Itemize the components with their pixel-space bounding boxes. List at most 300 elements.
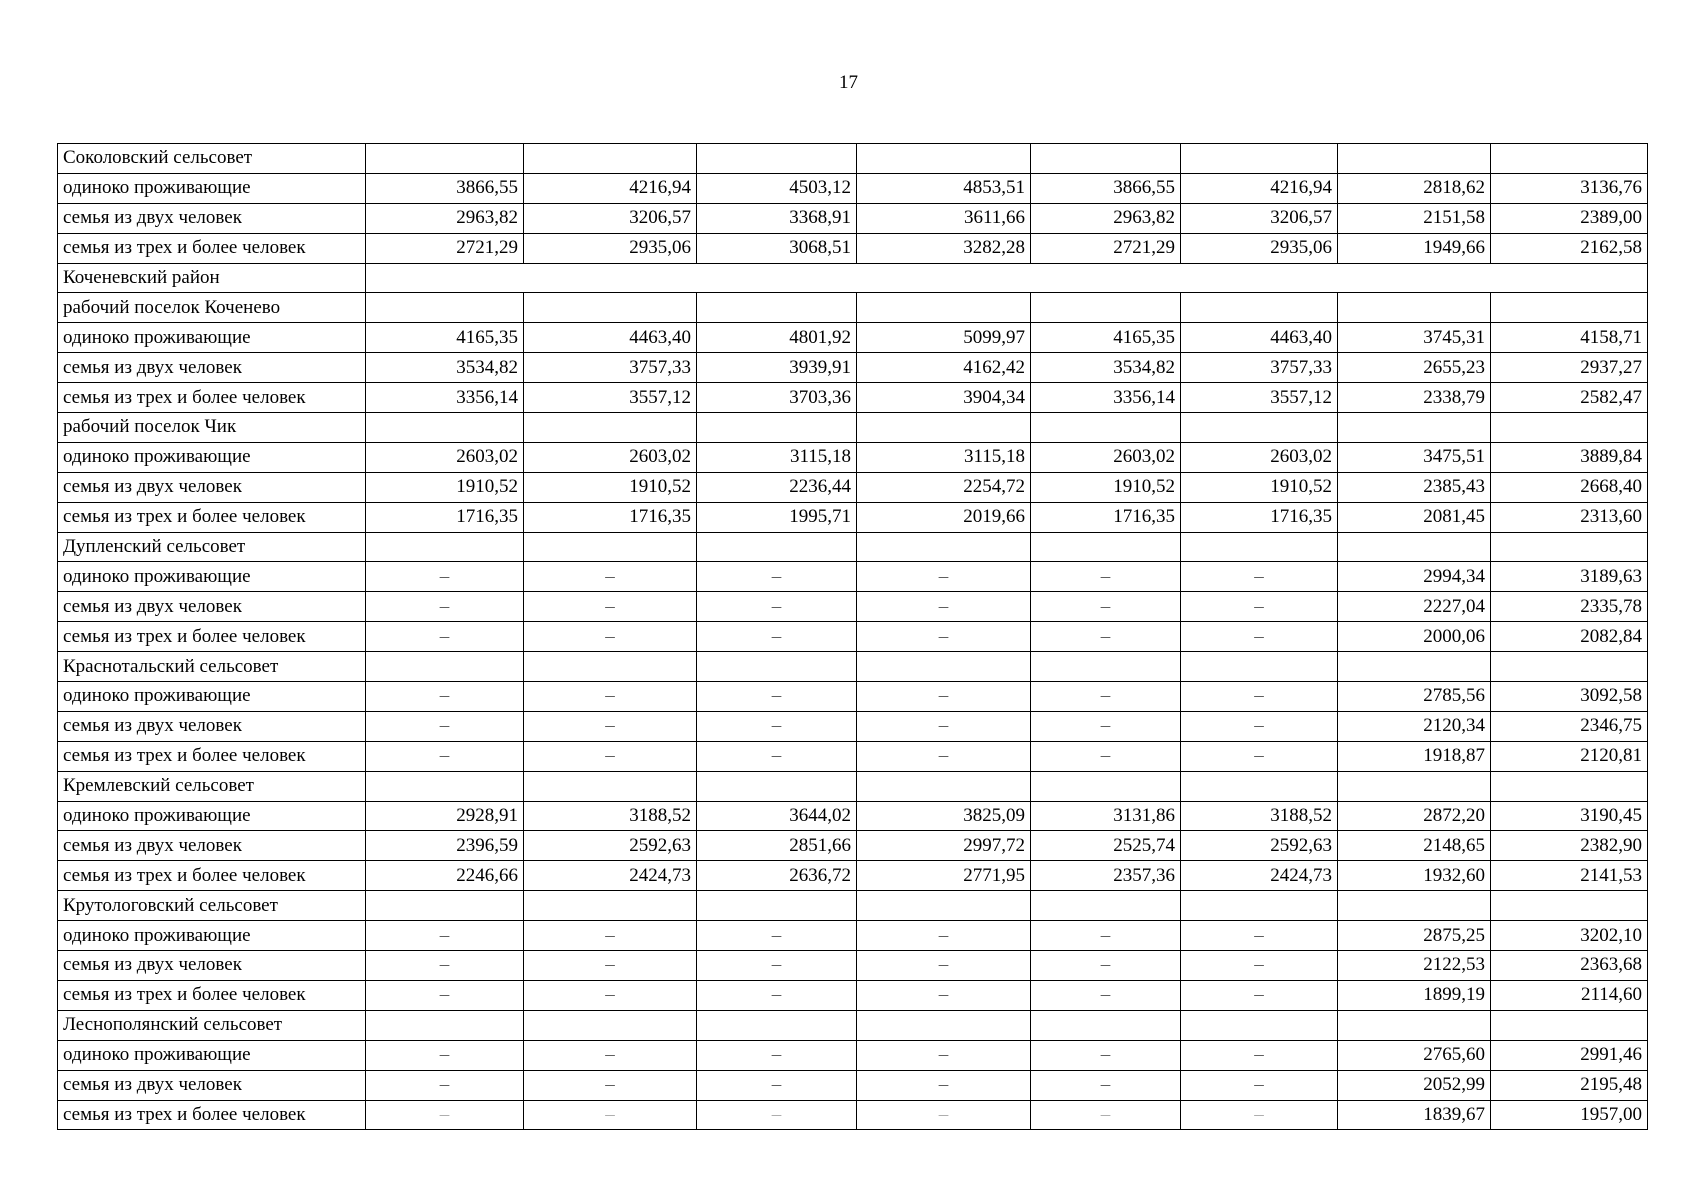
value-cell: 3866,55 — [1031, 173, 1181, 203]
empty-value-dash: – — [1031, 951, 1181, 981]
section-title: рабочий поселок Чик — [58, 413, 366, 443]
value-cell: 2396,59 — [366, 831, 524, 861]
table-row — [58, 442, 1648, 472]
table-row — [58, 711, 1648, 741]
value-cell: 2081,45 — [1338, 502, 1491, 532]
value-cell: 2120,34 — [1338, 711, 1491, 741]
empty-value-dash: – — [857, 921, 1031, 951]
empty-value-dash: – — [1031, 921, 1181, 951]
value-cell: 3557,12 — [524, 383, 697, 413]
empty-value-dash: – — [524, 980, 697, 1010]
table-row — [58, 921, 1648, 951]
empty-value-dash: – — [1031, 1100, 1181, 1130]
empty-value-dash: – — [1181, 741, 1338, 771]
empty-value-dash: – — [1031, 592, 1181, 622]
value-cell: 3282,28 — [857, 233, 1031, 263]
empty-value-dash: – — [366, 562, 524, 592]
empty-cell — [697, 532, 857, 562]
empty-value-dash: – — [697, 921, 857, 951]
row-label: семья из трех и более человек — [58, 741, 366, 771]
value-cell: 1995,71 — [697, 502, 857, 532]
empty-cell — [1031, 413, 1181, 443]
value-cell: 3189,63 — [1491, 562, 1648, 592]
empty-cell — [1338, 532, 1491, 562]
section-header-row — [58, 1010, 1648, 1040]
section-header-row — [58, 413, 1648, 443]
empty-value-dash: – — [857, 741, 1031, 771]
value-cell: 2818,62 — [1338, 173, 1491, 203]
empty-cell — [1181, 144, 1338, 174]
empty-value-dash: – — [366, 1100, 524, 1130]
section-title: рабочий поселок Коченево — [58, 293, 366, 323]
empty-cell — [1338, 652, 1491, 682]
empty-cell — [524, 293, 697, 323]
empty-value-dash: – — [857, 592, 1031, 622]
empty-cell — [857, 891, 1031, 921]
value-cell: 1716,35 — [524, 502, 697, 532]
empty-cell — [697, 652, 857, 682]
empty-cell — [1181, 891, 1338, 921]
empty-value-dash: – — [366, 741, 524, 771]
section-title: Дупленский сельсовет — [58, 532, 366, 562]
value-cell: 2636,72 — [697, 861, 857, 891]
empty-cell — [1491, 1010, 1648, 1040]
value-cell: 5099,97 — [857, 323, 1031, 353]
page-number: 17 — [839, 72, 858, 93]
table-row — [58, 383, 1648, 413]
value-cell: 2935,06 — [1181, 233, 1338, 263]
empty-cell — [1491, 413, 1648, 443]
empty-cell — [1031, 293, 1181, 323]
row-label: семья из двух человек — [58, 1070, 366, 1100]
table-row — [58, 353, 1648, 383]
empty-value-dash: – — [366, 980, 524, 1010]
value-cell: 2389,00 — [1491, 203, 1648, 233]
row-label: одиноко проживающие — [58, 921, 366, 951]
row-label: семья из двух человек — [58, 353, 366, 383]
table-row — [58, 1040, 1648, 1070]
value-cell: 3889,84 — [1491, 442, 1648, 472]
value-cell: 4165,35 — [1031, 323, 1181, 353]
empty-value-dash: – — [524, 921, 697, 951]
empty-cell — [366, 413, 524, 443]
empty-cell — [857, 652, 1031, 682]
value-cell: 4503,12 — [697, 173, 857, 203]
empty-cell — [1031, 771, 1181, 801]
empty-value-dash: – — [1031, 682, 1181, 712]
value-cell: 2721,29 — [1031, 233, 1181, 263]
table-row — [58, 1100, 1648, 1130]
value-cell: 3866,55 — [366, 173, 524, 203]
value-cell: 2935,06 — [524, 233, 697, 263]
value-cell: 1716,35 — [1031, 502, 1181, 532]
value-cell: 2424,73 — [524, 861, 697, 891]
data-table — [57, 143, 1648, 1130]
section-header-row — [58, 144, 1648, 174]
value-cell: 1957,00 — [1491, 1100, 1648, 1130]
empty-value-dash: – — [1181, 562, 1338, 592]
empty-cell — [857, 293, 1031, 323]
value-cell: 1716,35 — [366, 502, 524, 532]
value-cell: 2363,68 — [1491, 951, 1648, 981]
section-header-row — [58, 652, 1648, 682]
value-cell: 3745,31 — [1338, 323, 1491, 353]
section-header-row — [58, 293, 1648, 323]
value-cell: 3534,82 — [1031, 353, 1181, 383]
empty-value-dash: – — [366, 682, 524, 712]
empty-value-dash: – — [1031, 1040, 1181, 1070]
value-cell: 3644,02 — [697, 801, 857, 831]
empty-cell — [366, 652, 524, 682]
row-label: семья из двух человек — [58, 831, 366, 861]
value-cell: 3188,52 — [1181, 801, 1338, 831]
row-label: семья из трех и более человек — [58, 1100, 366, 1130]
value-cell: 4463,40 — [524, 323, 697, 353]
empty-value-dash: – — [857, 711, 1031, 741]
value-cell: 3368,91 — [697, 203, 857, 233]
value-cell: 2227,04 — [1338, 592, 1491, 622]
empty-cell — [697, 771, 857, 801]
value-cell: 1899,19 — [1338, 980, 1491, 1010]
empty-value-dash: – — [697, 682, 857, 712]
row-label: семья из трех и более человек — [58, 980, 366, 1010]
value-cell: 2052,99 — [1338, 1070, 1491, 1100]
empty-cell — [1491, 891, 1648, 921]
empty-value-dash: – — [366, 921, 524, 951]
empty-cell — [524, 771, 697, 801]
empty-cell — [697, 293, 857, 323]
row-label: одиноко проживающие — [58, 1040, 366, 1070]
value-cell: 3188,52 — [524, 801, 697, 831]
value-cell: 4165,35 — [366, 323, 524, 353]
empty-cell — [857, 1010, 1031, 1040]
table-row — [58, 801, 1648, 831]
section-title: Соколовский сельсовет — [58, 144, 366, 174]
empty-cell — [1491, 532, 1648, 562]
value-cell: 2236,44 — [697, 472, 857, 502]
value-cell: 2872,20 — [1338, 801, 1491, 831]
empty-value-dash: – — [524, 1070, 697, 1100]
value-cell: 3611,66 — [857, 203, 1031, 233]
empty-cell — [1491, 771, 1648, 801]
value-cell: 3757,33 — [524, 353, 697, 383]
value-cell: 2875,25 — [1338, 921, 1491, 951]
value-cell: 2785,56 — [1338, 682, 1491, 712]
value-cell: 2313,60 — [1491, 502, 1648, 532]
value-cell: 2525,74 — [1031, 831, 1181, 861]
value-cell: 2162,58 — [1491, 233, 1648, 263]
value-cell: 3757,33 — [1181, 353, 1338, 383]
empty-value-dash: – — [697, 711, 857, 741]
value-cell: 2338,79 — [1338, 383, 1491, 413]
value-cell: 4216,94 — [524, 173, 697, 203]
empty-value-dash: – — [1181, 682, 1338, 712]
row-label: одиноко проживающие — [58, 442, 366, 472]
empty-cell — [857, 771, 1031, 801]
row-label: семья из трех и более человек — [58, 622, 366, 652]
value-cell: 3904,34 — [857, 383, 1031, 413]
empty-value-dash: – — [697, 622, 857, 652]
row-label: одиноко проживающие — [58, 323, 366, 353]
empty-value-dash: – — [857, 622, 1031, 652]
empty-value-dash: – — [1031, 562, 1181, 592]
empty-cell — [857, 532, 1031, 562]
table-row — [58, 861, 1648, 891]
value-cell: 3939,91 — [697, 353, 857, 383]
value-cell: 2771,95 — [857, 861, 1031, 891]
row-label: семья из двух человек — [58, 203, 366, 233]
section-header-row — [58, 891, 1648, 921]
empty-value-dash: – — [1181, 711, 1338, 741]
empty-value-dash: – — [857, 980, 1031, 1010]
empty-cell — [857, 144, 1031, 174]
empty-cell — [1491, 652, 1648, 682]
table-row — [58, 233, 1648, 263]
row-label: одиноко проживающие — [58, 173, 366, 203]
empty-value-dash: – — [857, 562, 1031, 592]
value-cell: 4801,92 — [697, 323, 857, 353]
empty-value-dash: – — [366, 1040, 524, 1070]
value-cell: 3557,12 — [1181, 383, 1338, 413]
empty-cell — [1181, 532, 1338, 562]
empty-cell — [1031, 144, 1181, 174]
value-cell: 2195,48 — [1491, 1070, 1648, 1100]
value-cell: 2346,75 — [1491, 711, 1648, 741]
value-cell: 3356,14 — [1031, 383, 1181, 413]
empty-value-dash: – — [524, 622, 697, 652]
empty-cell — [1491, 144, 1648, 174]
row-label: одиноко проживающие — [58, 801, 366, 831]
empty-value-dash: – — [1031, 622, 1181, 652]
value-cell: 4162,42 — [857, 353, 1031, 383]
section-header-row — [58, 532, 1648, 562]
section-title: Крутологовский сельсовет — [58, 891, 366, 921]
empty-cell — [1181, 771, 1338, 801]
empty-cell — [1338, 413, 1491, 443]
empty-cell — [366, 293, 524, 323]
value-cell: 3534,82 — [366, 353, 524, 383]
empty-value-dash: – — [697, 951, 857, 981]
empty-cell — [1031, 532, 1181, 562]
empty-value-dash: – — [697, 592, 857, 622]
value-cell: 2994,34 — [1338, 562, 1491, 592]
empty-value-dash: – — [366, 622, 524, 652]
value-cell: 2148,65 — [1338, 831, 1491, 861]
empty-cell — [1031, 1010, 1181, 1040]
empty-value-dash: – — [1031, 711, 1181, 741]
table-row — [58, 622, 1648, 652]
empty-cell — [1181, 1010, 1338, 1040]
section-title: Леснополянский сельсовет — [58, 1010, 366, 1040]
value-cell: 2019,66 — [857, 502, 1031, 532]
value-cell: 3068,51 — [697, 233, 857, 263]
value-cell: 2385,43 — [1338, 472, 1491, 502]
empty-value-dash: – — [1031, 741, 1181, 771]
empty-cell — [524, 1010, 697, 1040]
empty-value-dash: – — [1181, 1100, 1338, 1130]
value-cell: 2151,58 — [1338, 203, 1491, 233]
row-label: одиноко проживающие — [58, 682, 366, 712]
value-cell: 2655,23 — [1338, 353, 1491, 383]
empty-value-dash: – — [366, 1070, 524, 1100]
value-cell: 1918,87 — [1338, 741, 1491, 771]
empty-value-dash: – — [366, 951, 524, 981]
row-label: семья из двух человек — [58, 711, 366, 741]
value-cell: 3092,58 — [1491, 682, 1648, 712]
value-cell: 3475,51 — [1338, 442, 1491, 472]
empty-cell — [1338, 144, 1491, 174]
empty-cell — [366, 891, 524, 921]
empty-value-dash: – — [1181, 921, 1338, 951]
empty-cell — [524, 144, 697, 174]
value-cell: 2082,84 — [1491, 622, 1648, 652]
table-row — [58, 682, 1648, 712]
row-label: одиноко проживающие — [58, 562, 366, 592]
empty-value-dash: – — [857, 1070, 1031, 1100]
empty-cell — [524, 652, 697, 682]
table-row — [58, 980, 1648, 1010]
value-cell: 4463,40 — [1181, 323, 1338, 353]
value-cell: 2120,81 — [1491, 741, 1648, 771]
empty-cell — [857, 413, 1031, 443]
value-cell: 2937,27 — [1491, 353, 1648, 383]
empty-value-dash: – — [524, 592, 697, 622]
empty-cell — [524, 532, 697, 562]
value-cell: 2122,53 — [1338, 951, 1491, 981]
table-body — [58, 144, 1648, 1130]
empty-value-dash: – — [524, 741, 697, 771]
row-label: семья из двух человек — [58, 472, 366, 502]
row-label: семья из двух человек — [58, 592, 366, 622]
value-cell: 3703,36 — [697, 383, 857, 413]
value-cell: 2963,82 — [366, 203, 524, 233]
value-cell: 2254,72 — [857, 472, 1031, 502]
empty-value-dash: – — [524, 562, 697, 592]
value-cell: 4853,51 — [857, 173, 1031, 203]
value-cell: 2603,02 — [1181, 442, 1338, 472]
empty-value-dash: – — [697, 980, 857, 1010]
empty-cell — [524, 413, 697, 443]
section-title: Коченевский район — [58, 263, 366, 293]
value-cell: 2851,66 — [697, 831, 857, 861]
empty-cell — [366, 1010, 524, 1040]
value-cell: 1716,35 — [1181, 502, 1338, 532]
table-row — [58, 1070, 1648, 1100]
value-cell: 2668,40 — [1491, 472, 1648, 502]
value-cell: 2997,72 — [857, 831, 1031, 861]
table-row — [58, 203, 1648, 233]
empty-value-dash: – — [1181, 592, 1338, 622]
empty-cell — [1031, 891, 1181, 921]
value-cell: 4158,71 — [1491, 323, 1648, 353]
value-cell: 2765,60 — [1338, 1040, 1491, 1070]
section-title: Кремлевский сельсовет — [58, 771, 366, 801]
value-cell: 2592,63 — [524, 831, 697, 861]
empty-value-dash: – — [857, 1040, 1031, 1070]
value-cell: 1949,66 — [1338, 233, 1491, 263]
table-row — [58, 502, 1648, 532]
value-cell: 1910,52 — [366, 472, 524, 502]
value-cell: 2424,73 — [1181, 861, 1338, 891]
empty-value-dash: – — [697, 741, 857, 771]
empty-cell — [697, 144, 857, 174]
value-cell: 2335,78 — [1491, 592, 1648, 622]
empty-cell — [1338, 293, 1491, 323]
value-cell: 2357,36 — [1031, 861, 1181, 891]
value-cell: 2963,82 — [1031, 203, 1181, 233]
empty-cell — [1338, 771, 1491, 801]
empty-cell — [697, 1010, 857, 1040]
empty-value-dash: – — [524, 1100, 697, 1130]
empty-value-dash: – — [857, 682, 1031, 712]
empty-value-dash: – — [857, 951, 1031, 981]
empty-cell — [524, 891, 697, 921]
empty-value-dash: – — [1181, 1040, 1338, 1070]
table-row — [58, 472, 1648, 502]
value-cell: 3206,57 — [524, 203, 697, 233]
empty-cell — [1181, 652, 1338, 682]
empty-value-dash: – — [697, 1070, 857, 1100]
section-header-row — [58, 771, 1648, 801]
value-cell: 2000,06 — [1338, 622, 1491, 652]
empty-value-dash: – — [1181, 980, 1338, 1010]
value-cell: 2928,91 — [366, 801, 524, 831]
value-cell: 2721,29 — [366, 233, 524, 263]
empty-value-dash: – — [524, 711, 697, 741]
row-label: семья из трех и более человек — [58, 502, 366, 532]
table-row — [58, 951, 1648, 981]
value-cell: 2382,90 — [1491, 831, 1648, 861]
empty-value-dash: – — [524, 951, 697, 981]
empty-value-dash: – — [857, 1100, 1031, 1130]
empty-value-dash: – — [1181, 1070, 1338, 1100]
empty-cell — [1181, 293, 1338, 323]
empty-cell — [1181, 413, 1338, 443]
empty-cell — [1031, 652, 1181, 682]
value-cell: 3131,86 — [1031, 801, 1181, 831]
section-title: Краснотальский сельсовет — [58, 652, 366, 682]
value-cell: 1932,60 — [1338, 861, 1491, 891]
value-cell: 1839,67 — [1338, 1100, 1491, 1130]
value-cell: 3206,57 — [1181, 203, 1338, 233]
row-label: семья из трех и более человек — [58, 861, 366, 891]
empty-cell — [366, 532, 524, 562]
empty-value-dash: – — [524, 1040, 697, 1070]
value-cell: 3825,09 — [857, 801, 1031, 831]
value-cell: 2991,46 — [1491, 1040, 1648, 1070]
empty-value-dash: – — [1031, 980, 1181, 1010]
empty-value-dash: – — [524, 682, 697, 712]
empty-cell — [1338, 1010, 1491, 1040]
value-cell: 4216,94 — [1181, 173, 1338, 203]
value-cell: 3356,14 — [366, 383, 524, 413]
empty-value-dash: – — [697, 1040, 857, 1070]
value-cell: 2603,02 — [366, 442, 524, 472]
value-cell: 2114,60 — [1491, 980, 1648, 1010]
value-cell: 2592,63 — [1181, 831, 1338, 861]
table-row — [58, 173, 1648, 203]
value-cell: 3190,45 — [1491, 801, 1648, 831]
empty-cell — [366, 144, 524, 174]
empty-value-dash: – — [697, 1100, 857, 1130]
empty-cell — [1491, 293, 1648, 323]
value-cell: 2603,02 — [524, 442, 697, 472]
empty-value-dash: – — [1181, 951, 1338, 981]
empty-cell — [697, 413, 857, 443]
value-cell: 3136,76 — [1491, 173, 1648, 203]
table-row — [58, 323, 1648, 353]
value-cell: 2603,02 — [1031, 442, 1181, 472]
